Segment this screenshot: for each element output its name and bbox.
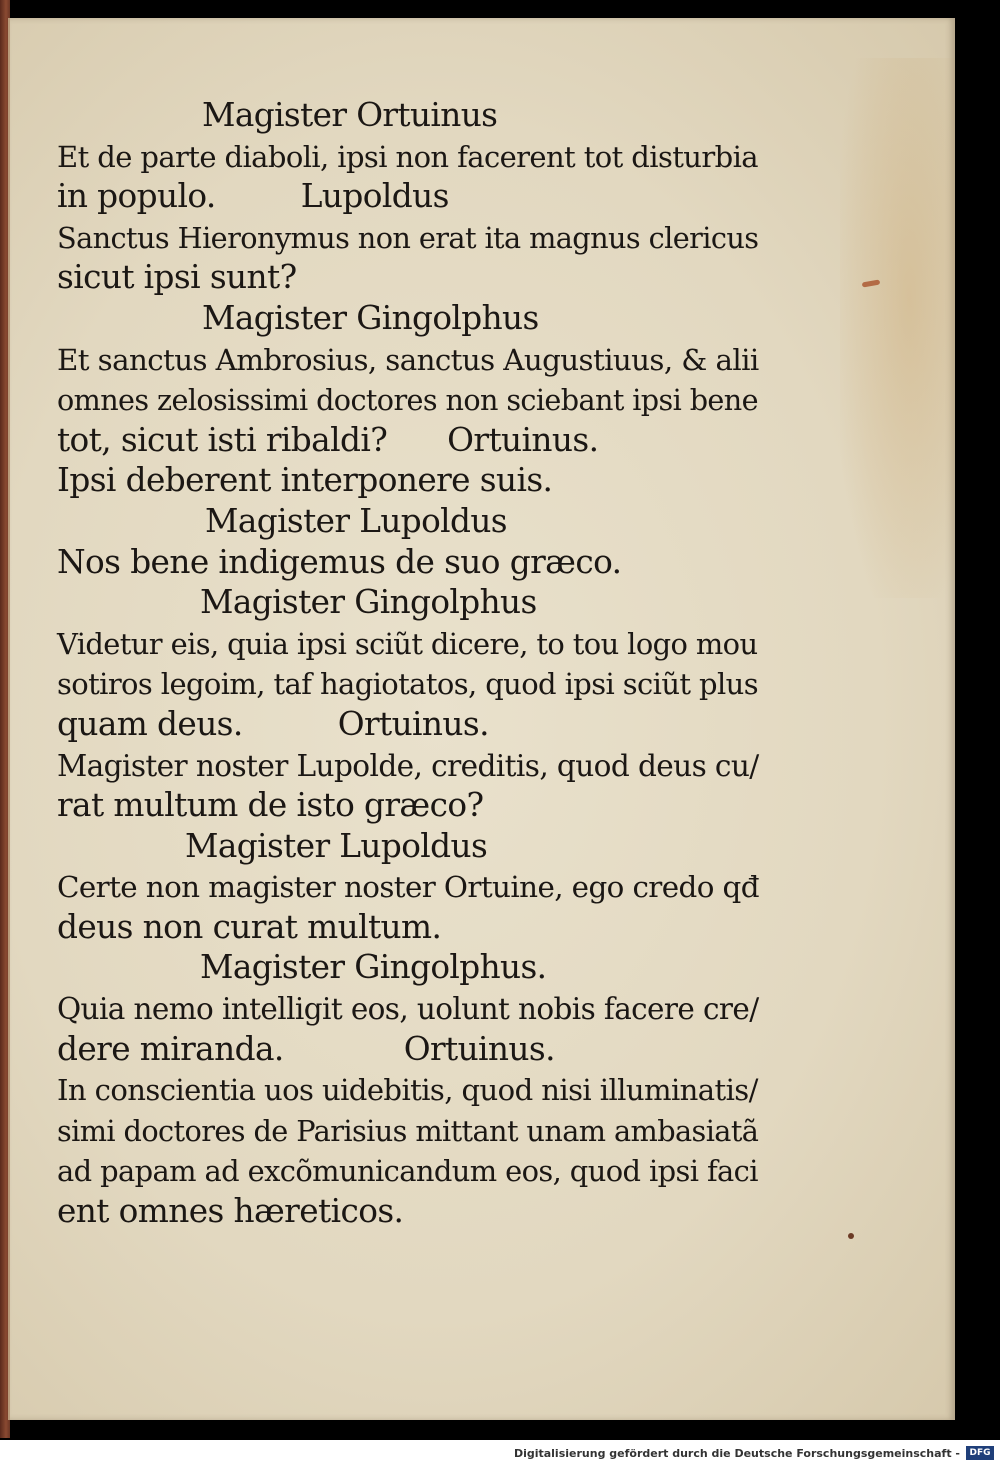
speaker-heading: Ortuinus. bbox=[447, 420, 599, 459]
text-line: quam deus. Ortuinus. bbox=[57, 704, 489, 743]
speaker-heading: Magister Ortuinus bbox=[202, 96, 498, 134]
text-line: Et sanctus Ambrosius, sanctus Augustiuus, & alii bbox=[57, 342, 759, 377]
page-text bbox=[57, 95, 767, 1232]
water-stain bbox=[840, 58, 955, 598]
text-line: Quia nemo intelligit eos, uolunt nobis facere cre/ bbox=[57, 992, 759, 1027]
text-line: rat multum de isto græco? bbox=[57, 786, 484, 825]
text-line: in populo. Lupoldus bbox=[57, 177, 449, 216]
text-line: Ipsi deberent interponere suis. bbox=[57, 461, 553, 500]
funding-credit: Digitalisierung gefördert durch die Deutsche Forschungsgemeinschaft - bbox=[513, 1447, 960, 1460]
speaker-heading: Magister Gingolphus. bbox=[200, 948, 547, 987]
text-line: Certe non magister noster Ortuine, ego credo qđ bbox=[57, 870, 759, 905]
text-line: Magister noster Lupolde, creditis, quod deus cu/ bbox=[57, 748, 759, 783]
speaker-heading: Magister Lupoldus bbox=[205, 501, 507, 540]
text-line: ent omnes hæreticos. bbox=[57, 1192, 404, 1231]
speaker-heading: Magister Gingolphus bbox=[202, 298, 539, 337]
text-line: Et de parte diaboli, ipsi non facerent tot disturbia bbox=[57, 139, 758, 174]
text-line: In conscientia uos uidebitis, quod nisi illuminatis/ bbox=[57, 1073, 758, 1108]
ink-dot bbox=[848, 1233, 854, 1239]
text-line: Sanctus Hieronymus non erat ita magnus clericus bbox=[57, 220, 759, 255]
text-line: sotiros legoim, taf hagiotatos, quod ipsi sciũt plus bbox=[57, 667, 758, 702]
speaker-heading: Magister Lupoldus bbox=[185, 826, 488, 865]
text-line: Videtur eis, quia ipsi sciũt dicere, to tou logo mou bbox=[57, 626, 758, 661]
speaker-heading: Ortuinus. bbox=[337, 704, 489, 743]
text-line: simi doctores de Parisius mittant unam ambasiatã bbox=[57, 1113, 759, 1148]
text-line: Nos bene indigemus de suo græco. bbox=[57, 542, 622, 581]
text-line: ad papam ad excõmunicandum eos, quod ipsi faci bbox=[57, 1154, 758, 1189]
text-line: tot, sicut isti ribaldi? Ortuinus. bbox=[57, 420, 599, 459]
speaker-heading: Lupoldus bbox=[300, 177, 449, 216]
speaker-heading: Ortuinus. bbox=[403, 1029, 555, 1068]
text-line: sicut ipsi sunt? bbox=[57, 258, 297, 297]
text-line: deus non curat multum. bbox=[57, 907, 442, 946]
text-line: omnes zelosissimi doctores non sciebant ipsi bene bbox=[57, 383, 758, 418]
text-line: dere miranda. Ortuinus. bbox=[57, 1029, 555, 1068]
dfg-logo: DFG bbox=[966, 1446, 994, 1460]
speaker-heading: Magister Gingolphus bbox=[200, 583, 537, 622]
